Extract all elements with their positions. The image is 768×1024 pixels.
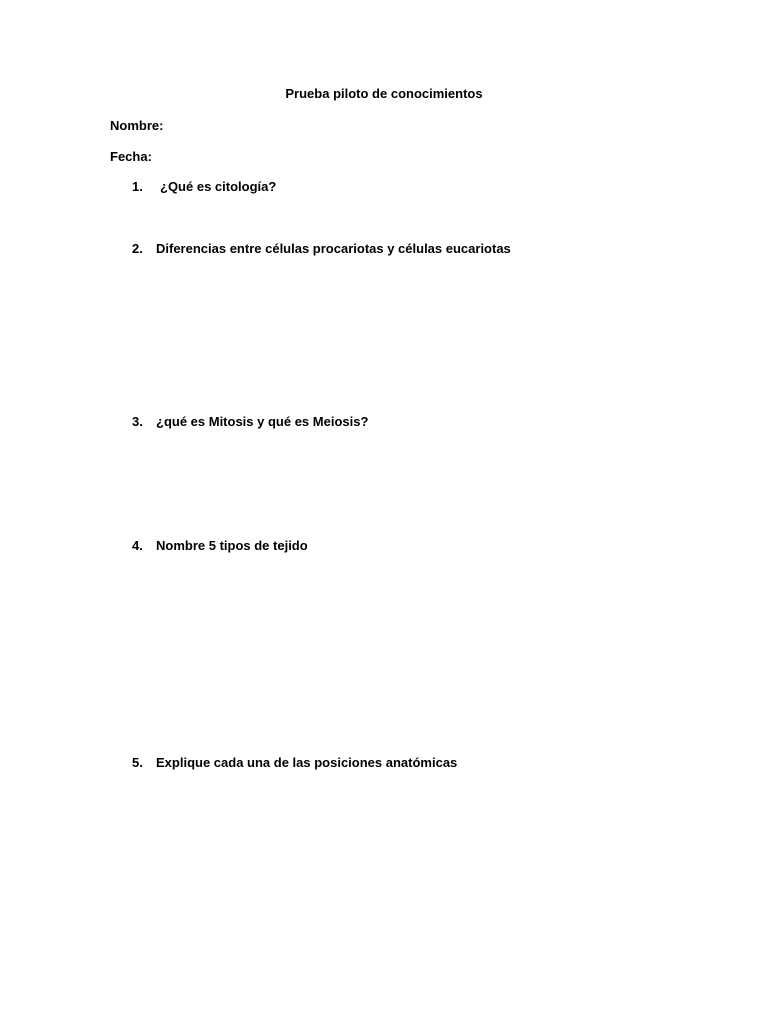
question-number: 3. [132, 414, 143, 429]
question-text: Nombre 5 tipos de tejido [156, 538, 308, 553]
name-label: Nombre: [110, 118, 164, 133]
question-text: ¿qué es Mitosis y qué es Meiosis? [156, 414, 369, 429]
question-text: Explique cada una de las posiciones anatómicas [156, 755, 458, 770]
question-number: 1. [132, 179, 143, 194]
document-title: Prueba piloto de conocimientos [285, 86, 483, 101]
question-number: 4. [132, 538, 143, 553]
question-4 [132, 537, 308, 555]
date-label: Fecha: [110, 149, 152, 164]
question-1 [132, 178, 276, 196]
question-text: ¿Qué es citología? [160, 179, 277, 194]
question-text: Diferencias entre células procariotas y células eucariotas [156, 241, 511, 256]
question-5 [132, 754, 457, 772]
question-2 [132, 240, 511, 258]
question-3 [132, 413, 368, 431]
question-number: 5. [132, 755, 143, 770]
question-number: 2. [132, 241, 143, 256]
